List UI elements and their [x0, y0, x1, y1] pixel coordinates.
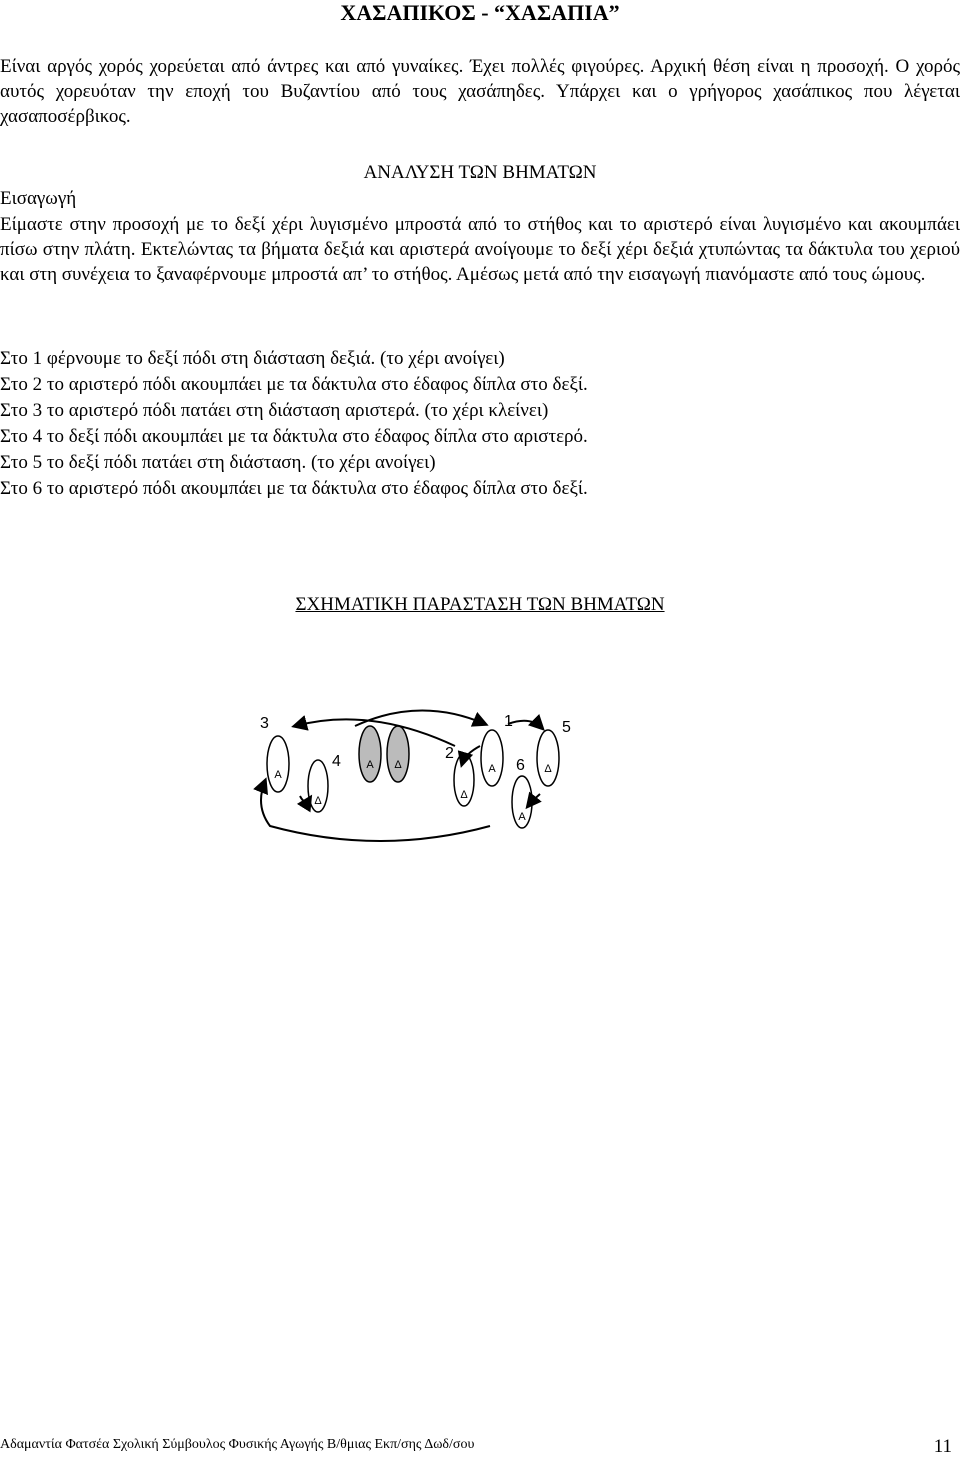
step-line: Στο 3 το αριστερό πόδι πατάει στη διάσταση αριστερά. (το χέρι κλείνει) — [0, 400, 549, 421]
foot-label: Α — [518, 811, 526, 823]
foot-label: Δ — [314, 795, 322, 807]
step-number-3: 3 — [260, 715, 269, 732]
subheading: Εισαγωγή — [0, 188, 77, 209]
footprint-1 — [481, 730, 503, 786]
arrow-to-1 — [355, 710, 485, 726]
step-line: Στο 2 το αριστερό πόδι ακουμπάει με τα δάκτυλα στο έδαφος δίπλα στο δεξί. — [0, 374, 588, 395]
step-number-6: 6 — [516, 757, 525, 774]
steps-diagram — [240, 706, 590, 861]
footprint-shaded-right — [387, 726, 409, 782]
arrow-to-5 — [508, 721, 542, 728]
step-line: Στο 4 το δεξί πόδι ακουμπάει με τα δάκτυλα στο έδαφος δίπλα στο αριστερό. — [0, 426, 588, 447]
intro-steps-paragraph: Είμαστε στην προσοχή με το δεξί χέρι λυγισμένο μπροστά από το στήθος και το αριστερό είναι λυγισμένο και ακουμπάει πίσω στην πλάτη. Εκτελώντας τα βήματα δεξιά και αριστερά ανοίγουμε το δεξί χέρι δεξιά χτυπώντας τα δάκτυλα του χεριού και στη συνέχεια το ξαναφέρνουμε μπροστά απ’ το στήθος. Αμέσως μετά από την εισαγωγή πιανόμαστε από τους ώμους. — [0, 214, 960, 285]
step-line: Στο 1 φέρνουμε το δεξί πόδι στη διάσταση δεξιά. (το χέρι ανοίγει) — [0, 348, 505, 369]
step-line: Στο 6 το αριστερό πόδι ακουμπάει με τα δάκτυλα στο έδαφος δίπλα στο δεξί. — [0, 478, 588, 499]
footer-text: Αδαμαντία Φατσέα Σχολική Σύμβουλος Φυσικής Αγωγής Β/θμιας Εκπ/σης Δωδ/σου — [0, 1437, 475, 1452]
diagram-heading: ΣΧΗΜΑΤΙΚΗ ΠΑΡΑΣΤΑΣΗ ΤΩΝ ΒΗΜΑΤΩΝ — [295, 594, 665, 615]
foot-label: Δ — [544, 763, 552, 775]
footprint-shaded-left — [359, 726, 381, 782]
section-heading: ΑΝΑΛΥΣΗ ΤΩΝ ΒΗΜΑΤΩΝ — [363, 162, 597, 183]
foot-label: Δ — [394, 759, 402, 771]
intro-paragraph: Είναι αργός χορός χορεύεται από άντρες και από γυναίκες. Έχει πολλές φιγούρες. Αρχική θέση είναι η προσοχή. Ο χορός αυτός χορευόταν την εποχή του Βυζαντίου από τους χασάπηδες. Υπάρχει και ο γρήγορος χασάπικος που λέγεται χασαποσέρβικος. — [0, 56, 960, 127]
foot-label: Α — [366, 759, 374, 771]
foot-label: Δ — [460, 789, 468, 801]
page-number: 11 — [933, 1436, 952, 1457]
document-title: ΧΑΣΑΠΙΚΟΣ - “ΧΑΣΑΠΙΑ” — [340, 0, 620, 25]
step-number-2: 2 — [445, 745, 454, 762]
step-line: Στο 5 το δεξί πόδι πατάει στη διάσταση. (το χέρι ανοίγει) — [0, 452, 436, 473]
foot-label: Α — [274, 769, 282, 781]
footprint-5 — [537, 730, 559, 786]
foot-label: Α — [488, 763, 496, 775]
step-number-1: 1 — [504, 713, 513, 730]
step-number-5: 5 — [562, 719, 571, 736]
step-number-4: 4 — [332, 753, 341, 770]
footprint-3 — [267, 736, 289, 792]
